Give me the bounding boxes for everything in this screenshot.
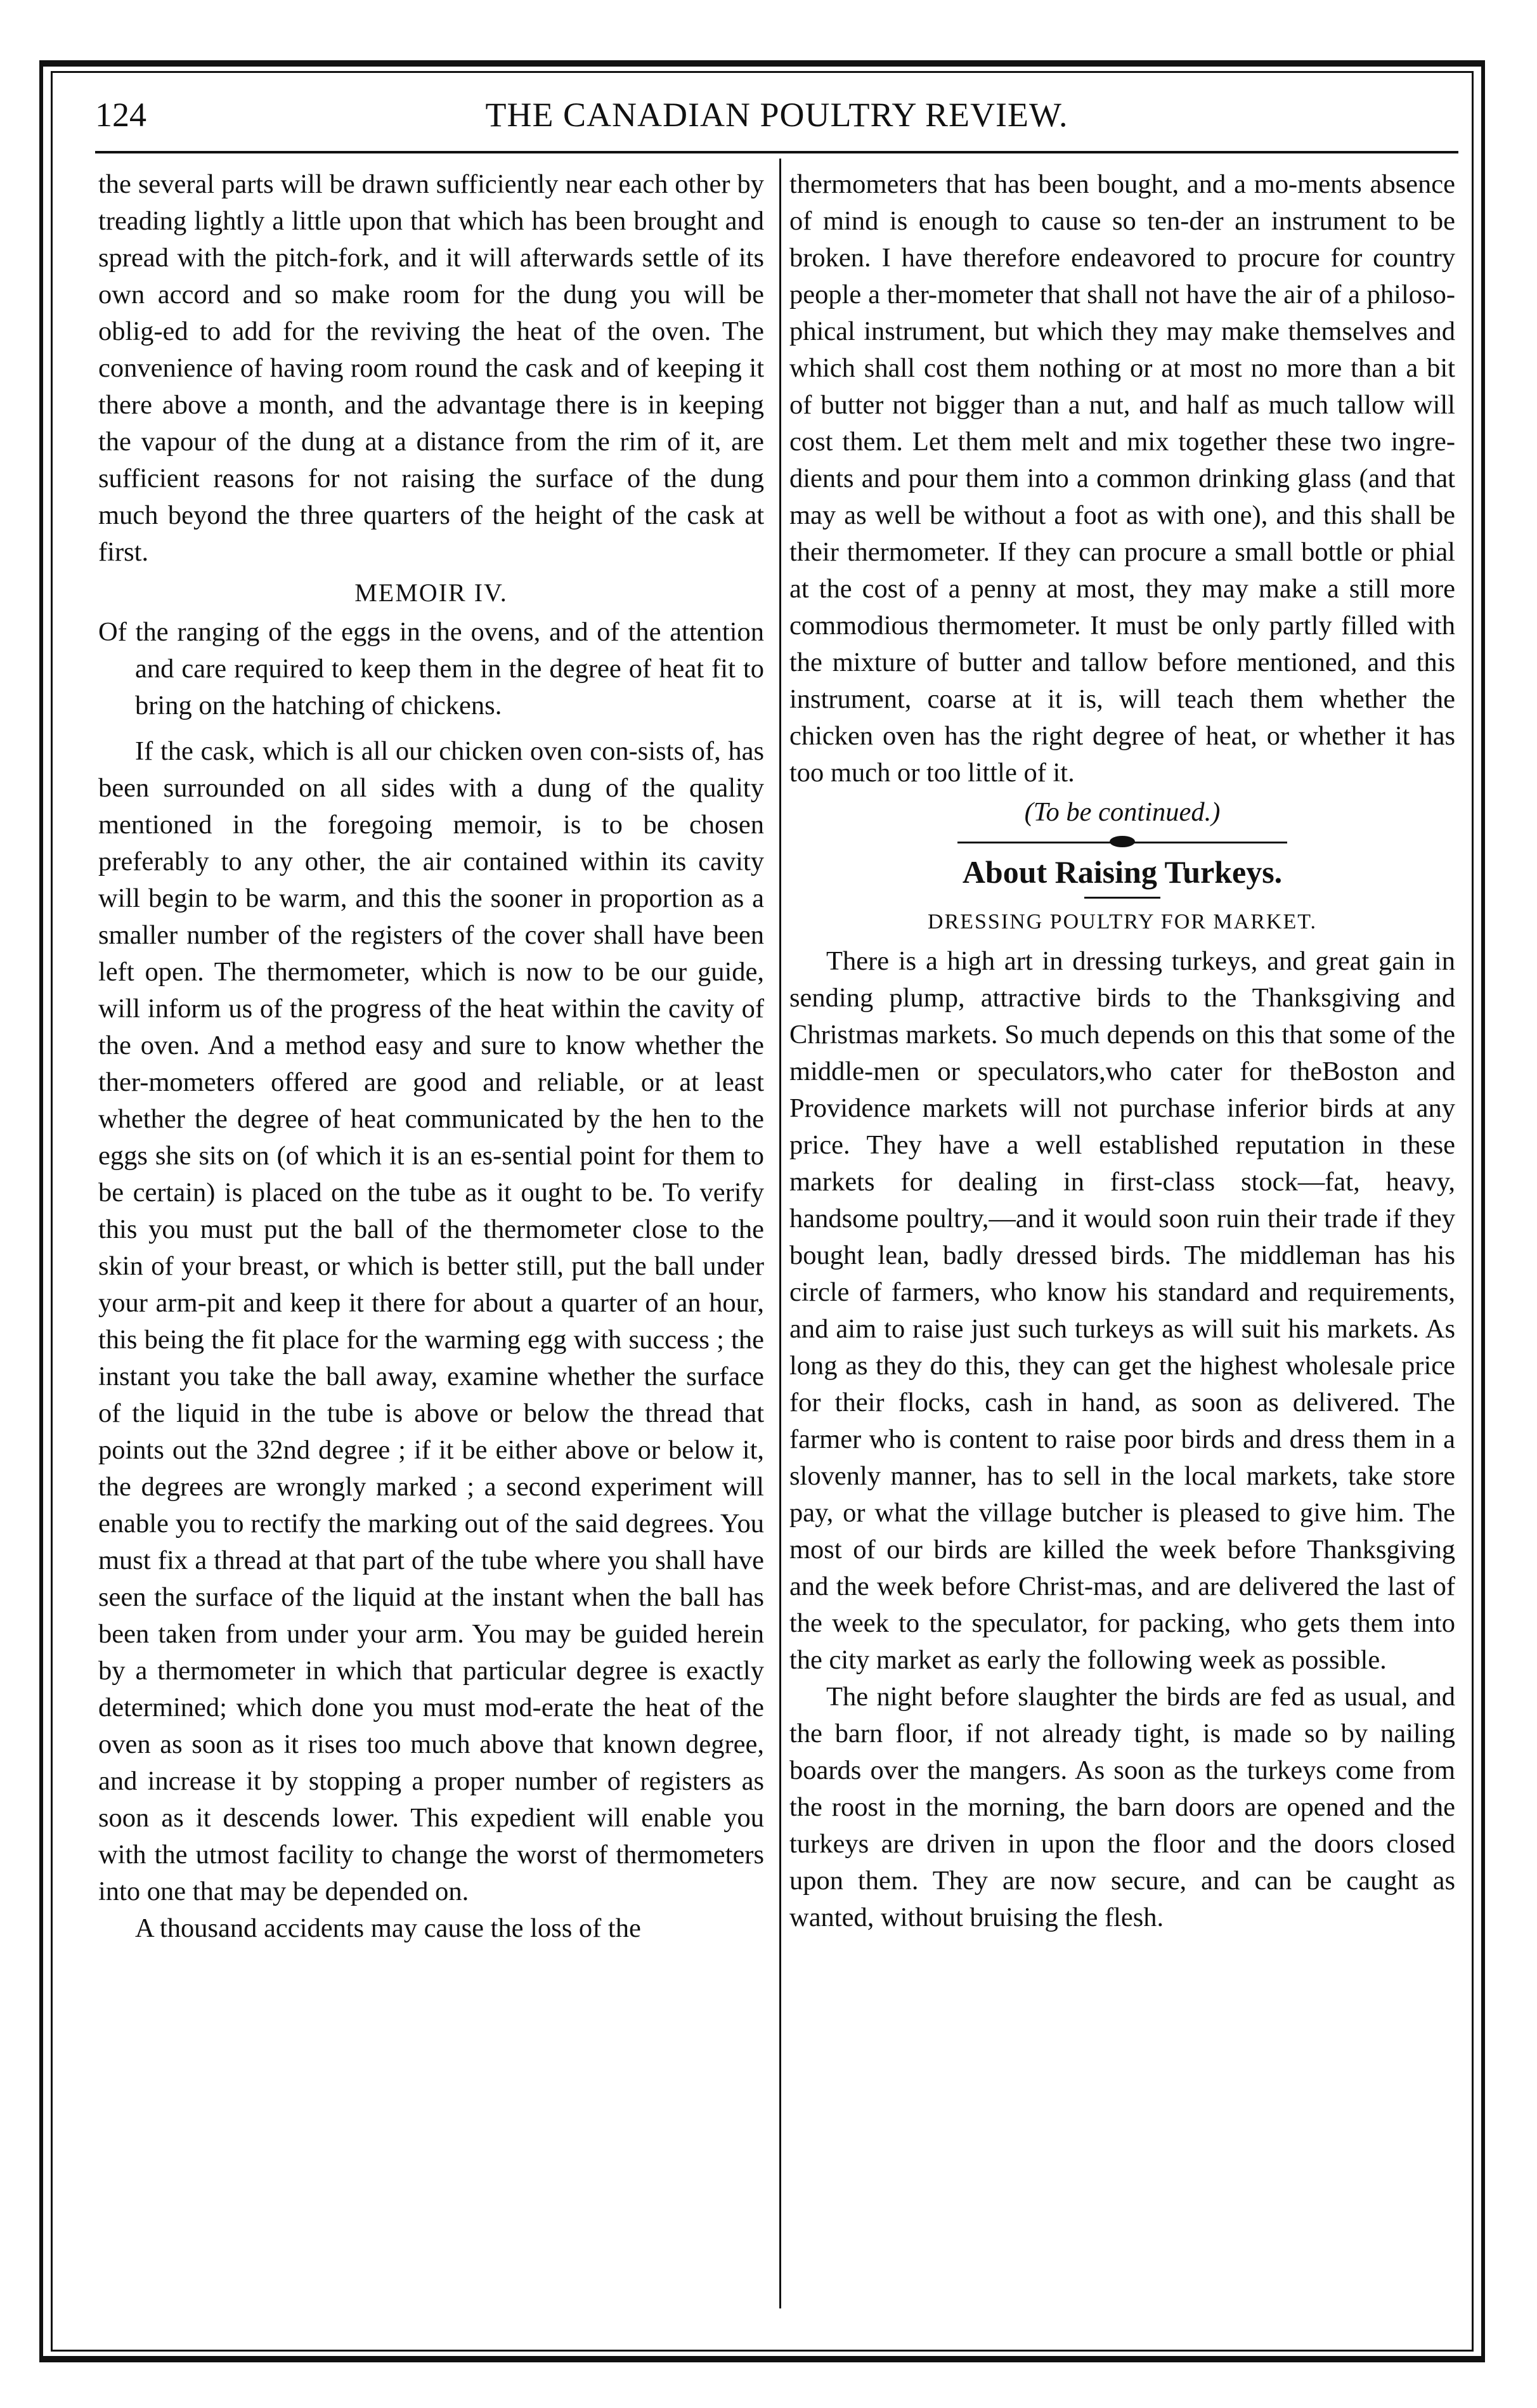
page-header <box>95 95 1458 146</box>
section-title: About Raising Turkeys. <box>962 854 1283 890</box>
title-rule <box>1084 897 1160 899</box>
column-divider <box>779 159 781 2308</box>
sub-title: DRESSING POULTRY FOR MARKET. <box>928 910 1317 934</box>
left-paragraph-1: the several parts will be drawn sufficiently near each other by treading lightly a little upon that which has been brought and spread with the pitch-fork, and it will afterwards settle of its own accord and so make room for the dung you will be oblig-ed to add for the reviving the heat of the oven. The convenience of having room round the cask and of keeping it there above a month, and the advantage there is in keeping the vapour of the dung at a distance from the rim of it, are sufficient reasons for not raising the surface of the dung much beyond the three quarters of the height of the cask at first. <box>98 169 764 567</box>
right-column <box>789 166 1455 1936</box>
to-be-continued: (To be continued.) <box>1024 797 1221 827</box>
left-column <box>98 166 764 1947</box>
ornamental-divider <box>957 835 1287 850</box>
right-paragraph-1: thermometers that has been bought, and a mo-ments absence of mind is enough to cause so ten-der an instrument to be broken. I have therefore endeavored to procure for country people a ther-mometer that shall not have the air of a philoso-phical instrument, but which they may make themselves and which shall cost them nothing or at most no more than a bit of butter not bigger than a nut, and half as much tallow will cost them. Let them melt and mix together these two ingre-dients and pour them into a common drinking glass (and that may as well be without a foot as with one), and this shall be their thermometer. If they can procure a small bottle or phial at the cost of a penny at most, they may make a still more commodious thermometer. It must be only partly filled with the mixture of butter and tallow before mentioned, and this instrument, coarse at it is, will teach them whether the chicken oven has the right degree of heat, or whether it has too much or too little of it. <box>789 169 1455 788</box>
left-paragraph-2: If the cask, which is all our chicken oven con-sists of, has been surrounded on all sides with a dung of the quality mentioned in the foregoing memoir, is to be chosen preferably to any other, the air contained within its cavity will begin to be warm, and this the sooner in proportion as a smaller number of the registers of the cover shall have been left open. The thermometer, which is now to be our guide, will inform us of the progress of the heat within the cavity of the oven. And a method easy and sure to know whether the ther-mometers offered are good and reliable, or at least whether the degree of heat communicated by the hen to the eggs she sits on (of which it is an es-sential point for them to be certain) is placed on the tube as it ought to be. To verify this you must put the ball of the thermometer close to the skin of your breast, or which is better still, put the ball under your arm-pit and keep it there for about a quarter of an hour, this being the fit place for the warming egg with success ; the instant you take the ball away, examine whether the surface of the liquid in the tube is above or below the thread that points out the 32nd degree ; if it be either above or below it, the degrees are wrongly marked ; a second experiment will enable you to rectify the marking out of the said degrees. You must fix a thread at that part of the tube where you shall have seen the surface of the liquid at the instant when the ball has been taken from under your arm. You may be guided herein by a thermometer in which that particular degree is exactly determined; which done you must mod-erate the heat of the oven as soon as it rises too much above that known degree, and increase it by stopping a proper number of registers as soon as it descends lower. This expedient will enable you with the utmost facility to change the worst of thermometers into one that may be depended on. <box>98 736 764 1906</box>
left-paragraph-3: A thousand accidents may cause the loss of the <box>135 1913 641 1943</box>
memoir-subtitle: Of the ranging of the eggs in the ovens, and of the attention and care required to keep them in the degree of heat fit to bring on the hatching of chickens. <box>98 617 764 720</box>
header-rule <box>95 151 1458 153</box>
right-paragraph-2: There is a high art in dressing turkeys, and great gain in sending plump, attractive birds to the Thanksgiving and Christmas markets. So much depends on this that some of the middle-men or speculators,who cater for theBoston and Providence markets will not purchase inferior birds at any price. They have a well established reputation in these markets for dealing in first-class stock—fat, heavy, handsome poultry,—and it would soon ruin their trade if they bought lean, badly dressed birds. The middleman has his circle of farmers, who know his standard and requirements, and aim to raise just such turkeys as will suit his markets. As long as they do this, they can get the highest wholesale price for their flocks, cash in hand, as soon as delivered. The farmer who is content to raise poor birds and dress them in a slovenly manner, has to sell in the local markets, take store pay, or what the village butcher is pleased to give him. The most of our birds are killed the week before Thanksgiving and the week before Christ-mas, and are delivered the last of the week to the speculator, for packing, who gets them into the city market as early the following week as possible. <box>789 946 1455 1675</box>
running-head: THE CANADIAN POULTRY REVIEW. <box>485 96 1068 134</box>
page-number: 124 <box>95 96 146 134</box>
memoir-title: MEMOIR IV. <box>354 578 508 607</box>
right-paragraph-3: The night before slaughter the birds are fed as usual, and the barn floor, if not already tight, is made so by nailing boards over the mangers. As soon as the turkeys come from the roost in the morning, the barn doors are opened and the turkeys are driven in upon the floor and the doors closed upon them. They are now secure, and can be caught as wanted, without bruising the flesh. <box>789 1682 1455 1932</box>
